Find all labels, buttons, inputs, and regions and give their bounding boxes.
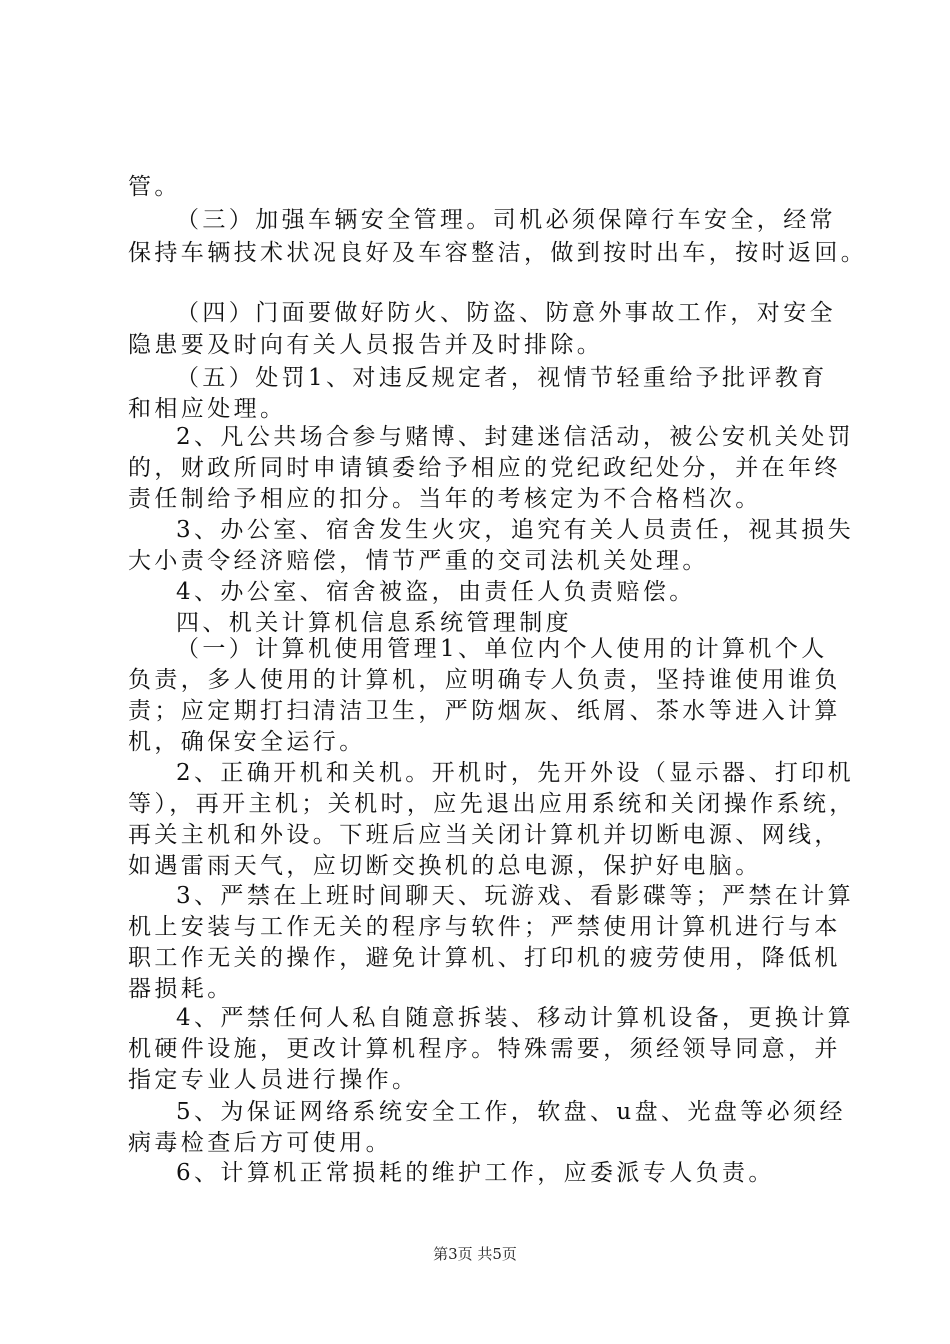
- text-line: 4、办公室、宿舍被盗，由责任人负责赔偿。: [176, 579, 696, 605]
- section-heading: 四、机关计算机信息系统管理制度: [176, 610, 572, 636]
- text-line: 指定专业人员进行操作。: [128, 1067, 419, 1093]
- text-line: 3、办公室、宿舍发生火灾，追究有关人员责任，视其损失: [176, 517, 855, 543]
- text-line: （四）门面要做好防火、防盗、防意外事故工作，对安全: [176, 300, 836, 326]
- text-line: 大小责令经济赔偿，情节严重的交司法机关处理。: [128, 548, 709, 574]
- text-line: 2、正确开机和关机。开机时，先开外设（显示器、打印机: [176, 760, 855, 786]
- text-line: （三）加强车辆安全管理。司机必须保障行车安全，经常: [176, 207, 836, 233]
- text-line: 和相应处理。: [128, 396, 287, 422]
- text-line: 管。: [128, 174, 181, 200]
- text-line: 器损耗。: [128, 976, 234, 1002]
- text-line: 职工作无关的操作，避免计算机、打印机的疲劳使用，降低机: [128, 945, 841, 971]
- text-line: 4、严禁任何人私自随意拆装、移动计算机设备，更换计算: [176, 1005, 855, 1031]
- text-line: （五）处罚1、对违反规定者，视情节轻重给予批评教育: [176, 365, 828, 391]
- text-line: 6、计算机正常损耗的维护工作，应委派专人负责。: [176, 1160, 775, 1186]
- text-line: 5、为保证网络系统安全工作，软盘、u盘、光盘等必须经: [176, 1099, 846, 1125]
- text-line: 负责，多人使用的计算机，应明确专人负责，坚持谁使用谁负: [128, 667, 841, 693]
- text-line: 2、凡公共场合参与赌博、封建迷信活动，被公安机关处罚: [176, 424, 855, 450]
- text-line: 病毒检查后方可使用。: [128, 1130, 392, 1156]
- text-line: 的，财政所同时申请镇委给予相应的党纪政纪处分，并在年终: [128, 455, 841, 481]
- text-line: 如遇雷雨天气，应切断交换机的总电源，保护好电脑。: [128, 853, 762, 879]
- text-line: 责任制给予相应的扣分。当年的考核定为不合格档次。: [128, 486, 762, 512]
- text-line: 再关主机和外设。下班后应当关闭计算机并切断电源、网线，: [128, 822, 841, 848]
- text-line: （一）计算机使用管理1、单位内个人使用的计算机个人: [176, 636, 828, 662]
- text-line: 等），再开主机；关机时，应先退出应用系统和关闭操作系统，: [128, 791, 856, 817]
- text-line: 机，确保安全运行。: [128, 729, 366, 755]
- text-line: 保持车辆技术状况良好及车容整洁，做到按时出车，按时返回。: [128, 240, 868, 266]
- text-line: 隐患要及时向有关人员报告并及时排除。: [128, 332, 604, 358]
- text-line: 机上安装与工作无关的程序与软件；严禁使用计算机进行与本: [128, 914, 841, 940]
- text-line: 机硬件设施，更改计算机程序。特殊需要，须经领导同意，并: [128, 1036, 841, 1062]
- text-line: 责；应定期打扫清洁卫生，严防烟灰、纸屑、茶水等进入计算: [128, 698, 841, 724]
- page-number-footer: 第3页 共5页: [433, 1245, 517, 1263]
- text-line: 3、严禁在上班时间聊天、玩游戏、看影碟等；严禁在计算: [176, 883, 855, 909]
